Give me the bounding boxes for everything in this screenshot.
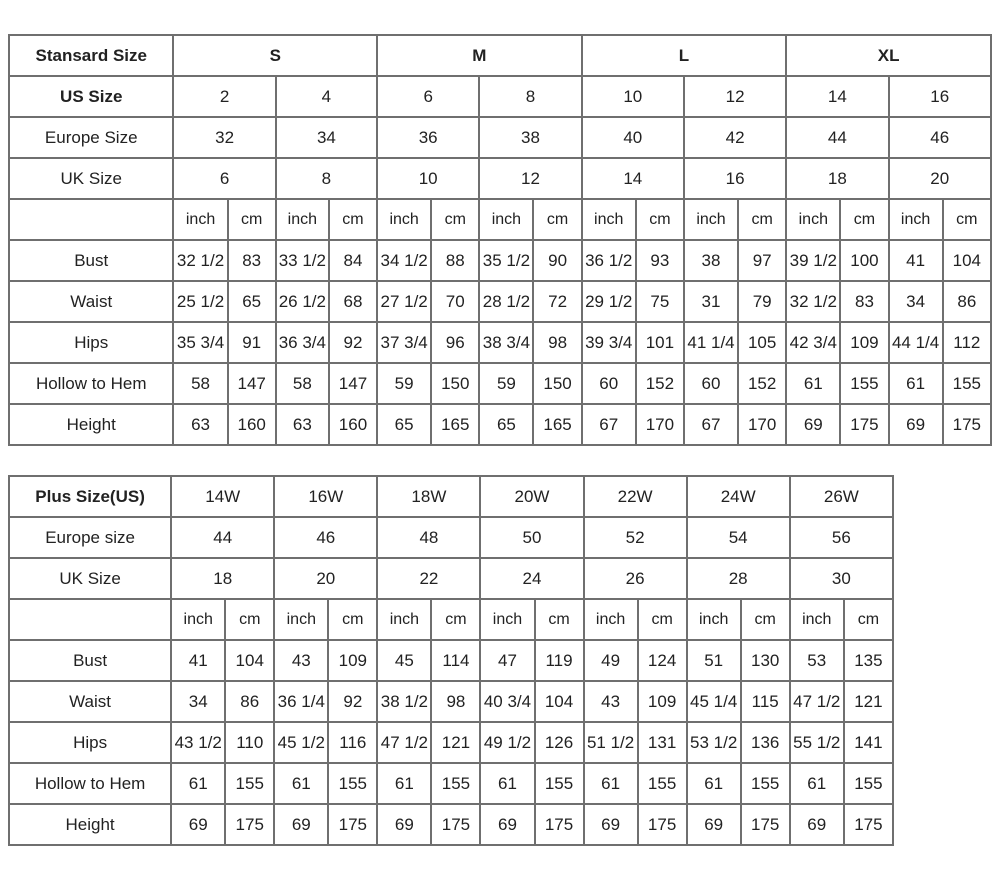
- measurement-inch-cell: 61: [584, 763, 638, 804]
- measurement-cm-cell: 72: [533, 281, 581, 322]
- europe-size-row: [9, 117, 991, 158]
- unit-cm: cm: [741, 599, 790, 640]
- measurement-cm-cell: 83: [228, 240, 276, 281]
- plus-us-size-row: [9, 476, 893, 517]
- measurement-label: Hollow to Hem: [9, 363, 173, 404]
- measurement-cm-cell: 141: [844, 722, 893, 763]
- measurement-cm-cell: 124: [638, 640, 687, 681]
- unit-cm: cm: [636, 199, 684, 240]
- plus-europe-size-cell: 56: [790, 517, 893, 558]
- measurement-cm-cell: 165: [431, 404, 479, 445]
- plus-europe-size-label: Europe size: [9, 517, 171, 558]
- plus-us-size-cell: 18W: [377, 476, 480, 517]
- europe-size-cell: 44: [786, 117, 888, 158]
- measurement-inch-cell: 38 1/2: [377, 681, 431, 722]
- measurement-inch-cell: 36 1/4: [274, 681, 328, 722]
- measurement-cm-cell: 155: [535, 763, 584, 804]
- measurement-cm-cell: 110: [225, 722, 274, 763]
- measurement-inch-cell: 40 3/4: [480, 681, 534, 722]
- measurement-row: [9, 722, 893, 763]
- unit-inch: inch: [377, 599, 431, 640]
- measurement-cm-cell: 152: [738, 363, 786, 404]
- measurement-cm-cell: 75: [636, 281, 684, 322]
- unit-row: [9, 199, 991, 240]
- us-size-label: US Size: [9, 76, 173, 117]
- measurement-cm-cell: 147: [329, 363, 377, 404]
- europe-size-cell: 34: [276, 117, 377, 158]
- plus-us-size-cell: 20W: [480, 476, 583, 517]
- plus-us-size-cell: 16W: [274, 476, 377, 517]
- measurement-cm-cell: 90: [533, 240, 581, 281]
- unit-inch: inch: [479, 199, 533, 240]
- standard-size-table: [8, 34, 992, 446]
- uk-size-cell: 10: [377, 158, 479, 199]
- uk-size-cell: 16: [684, 158, 786, 199]
- plus-us-size-cell: 22W: [584, 476, 687, 517]
- plus-uk-size-label: UK Size: [9, 558, 171, 599]
- plus-europe-size-cell: 54: [687, 517, 790, 558]
- measurement-cm-cell: 147: [228, 363, 276, 404]
- measurement-inch-cell: 32 1/2: [173, 240, 227, 281]
- unit-inch: inch: [173, 199, 227, 240]
- letter-size-m: M: [377, 35, 582, 76]
- measurement-cm-cell: 131: [638, 722, 687, 763]
- measurement-inch-cell: 61: [790, 763, 844, 804]
- plus-unit-row-label: [9, 599, 171, 640]
- measurement-cm-cell: 175: [535, 804, 584, 845]
- europe-size-cell: 38: [479, 117, 581, 158]
- measurement-cm-cell: 79: [738, 281, 786, 322]
- measurement-inch-cell: 55 1/2: [790, 722, 844, 763]
- measurement-cm-cell: 112: [943, 322, 991, 363]
- measurement-cm-cell: 175: [840, 404, 888, 445]
- measurement-inch-cell: 53: [790, 640, 844, 681]
- measurement-cm-cell: 92: [329, 322, 377, 363]
- measurement-cm-cell: 126: [535, 722, 584, 763]
- measurement-inch-cell: 61: [889, 363, 943, 404]
- measurement-label: Waist: [9, 681, 171, 722]
- measurement-row: [9, 640, 893, 681]
- measurement-cm-cell: 160: [228, 404, 276, 445]
- us-size-cell: 2: [173, 76, 275, 117]
- unit-inch: inch: [582, 199, 636, 240]
- measurement-row: [9, 804, 893, 845]
- europe-size-cell: 46: [889, 117, 991, 158]
- measurement-cm-cell: 175: [431, 804, 480, 845]
- plus-uk-size-cell: 20: [274, 558, 377, 599]
- uk-size-cell: 18: [786, 158, 888, 199]
- unit-inch: inch: [790, 599, 844, 640]
- measurement-inch-cell: 39 1/2: [786, 240, 840, 281]
- measurement-inch-cell: 61: [274, 763, 328, 804]
- measurement-cm-cell: 84: [329, 240, 377, 281]
- plus-uk-size-cell: 22: [377, 558, 480, 599]
- us-size-cell: 12: [684, 76, 786, 117]
- measurement-cm-cell: 98: [431, 681, 480, 722]
- measurement-label: Waist: [9, 281, 173, 322]
- measurement-inch-cell: 58: [173, 363, 227, 404]
- measurement-inch-cell: 61: [786, 363, 840, 404]
- unit-cm: cm: [431, 199, 479, 240]
- measurement-inch-cell: 69: [584, 804, 638, 845]
- unit-cm: cm: [431, 599, 480, 640]
- measurement-cm-cell: 93: [636, 240, 684, 281]
- measurement-cm-cell: 155: [328, 763, 377, 804]
- measurement-inch-cell: 63: [173, 404, 227, 445]
- measurement-inch-cell: 41: [171, 640, 225, 681]
- measurement-inch-cell: 59: [377, 363, 431, 404]
- us-size-row: [9, 76, 991, 117]
- unit-inch: inch: [480, 599, 534, 640]
- measurement-inch-cell: 35 3/4: [173, 322, 227, 363]
- europe-size-cell: 42: [684, 117, 786, 158]
- unit-cm: cm: [535, 599, 584, 640]
- measurement-row: [9, 240, 991, 281]
- europe-size-cell: 32: [173, 117, 275, 158]
- measurement-inch-cell: 34: [889, 281, 943, 322]
- plus-uk-size-row: [9, 558, 893, 599]
- measurement-inch-cell: 27 1/2: [377, 281, 431, 322]
- measurement-cm-cell: 121: [844, 681, 893, 722]
- letter-size-row: [9, 35, 991, 76]
- letter-size-s: S: [173, 35, 377, 76]
- unit-inch: inch: [687, 599, 741, 640]
- measurement-inch-cell: 63: [276, 404, 329, 445]
- letter-size-l: L: [582, 35, 787, 76]
- measurement-cm-cell: 115: [741, 681, 790, 722]
- measurement-inch-cell: 25 1/2: [173, 281, 227, 322]
- measurement-cm-cell: 119: [535, 640, 584, 681]
- measurement-inch-cell: 69: [274, 804, 328, 845]
- measurement-inch-cell: 47 1/2: [790, 681, 844, 722]
- measurement-inch-cell: 65: [479, 404, 533, 445]
- plus-size-header: Plus Size(US): [9, 476, 171, 517]
- europe-size-label: Europe Size: [9, 117, 173, 158]
- measurement-label: Bust: [9, 240, 173, 281]
- measurement-inch-cell: 60: [684, 363, 738, 404]
- measurement-inch-cell: 60: [582, 363, 636, 404]
- measurement-cm-cell: 65: [228, 281, 276, 322]
- plus-europe-size-cell: 46: [274, 517, 377, 558]
- measurement-inch-cell: 34 1/2: [377, 240, 431, 281]
- measurement-inch-cell: 38: [684, 240, 738, 281]
- unit-cm: cm: [328, 599, 377, 640]
- measurement-cm-cell: 104: [535, 681, 584, 722]
- measurement-inch-cell: 35 1/2: [479, 240, 533, 281]
- measurement-inch-cell: 59: [479, 363, 533, 404]
- measurement-cm-cell: 170: [738, 404, 786, 445]
- measurement-inch-cell: 37 3/4: [377, 322, 431, 363]
- measurement-inch-cell: 39 3/4: [582, 322, 636, 363]
- measurement-row: [9, 404, 991, 445]
- plus-uk-size-cell: 30: [790, 558, 893, 599]
- measurement-cm-cell: 104: [225, 640, 274, 681]
- plus-uk-size-cell: 26: [584, 558, 687, 599]
- plus-uk-size-cell: 18: [171, 558, 274, 599]
- measurement-cm-cell: 155: [943, 363, 991, 404]
- measurement-row: [9, 281, 991, 322]
- measurement-cm-cell: 109: [840, 322, 888, 363]
- measurement-inch-cell: 65: [377, 404, 431, 445]
- measurement-inch-cell: 43: [274, 640, 328, 681]
- plus-us-size-cell: 24W: [687, 476, 790, 517]
- unit-cm: cm: [943, 199, 991, 240]
- measurement-inch-cell: 31: [684, 281, 738, 322]
- measurement-row: [9, 322, 991, 363]
- uk-size-cell: 12: [479, 158, 581, 199]
- measurement-inch-cell: 36 1/2: [582, 240, 636, 281]
- unit-cm: cm: [533, 199, 581, 240]
- measurement-cm-cell: 88: [431, 240, 479, 281]
- measurement-inch-cell: 43: [584, 681, 638, 722]
- unit-inch: inch: [684, 199, 738, 240]
- us-size-cell: 16: [889, 76, 991, 117]
- measurement-cm-cell: 175: [943, 404, 991, 445]
- measurement-inch-cell: 33 1/2: [276, 240, 329, 281]
- measurement-inch-cell: 69: [171, 804, 225, 845]
- measurement-inch-cell: 42 3/4: [786, 322, 840, 363]
- plus-europe-size-row: [9, 517, 893, 558]
- measurement-cm-cell: 83: [840, 281, 888, 322]
- measurement-inch-cell: 49: [584, 640, 638, 681]
- measurement-inch-cell: 28 1/2: [479, 281, 533, 322]
- uk-size-cell: 20: [889, 158, 991, 199]
- unit-inch: inch: [274, 599, 328, 640]
- unit-row-label: [9, 199, 173, 240]
- unit-cm: cm: [228, 199, 276, 240]
- measurement-inch-cell: 61: [480, 763, 534, 804]
- measurement-cm-cell: 152: [636, 363, 684, 404]
- measurement-cm-cell: 97: [738, 240, 786, 281]
- plus-uk-size-cell: 24: [480, 558, 583, 599]
- measurement-cm-cell: 92: [328, 681, 377, 722]
- unit-inch: inch: [171, 599, 225, 640]
- measurement-inch-cell: 34: [171, 681, 225, 722]
- letter-size-xl: XL: [786, 35, 991, 76]
- measurement-inch-cell: 47: [480, 640, 534, 681]
- measurement-cm-cell: 136: [741, 722, 790, 763]
- measurement-cm-cell: 114: [431, 640, 480, 681]
- measurement-inch-cell: 38 3/4: [479, 322, 533, 363]
- measurement-inch-cell: 69: [480, 804, 534, 845]
- measurement-inch-cell: 36 3/4: [276, 322, 329, 363]
- measurement-inch-cell: 44 1/4: [889, 322, 943, 363]
- measurement-cm-cell: 101: [636, 322, 684, 363]
- measurement-cm-cell: 155: [844, 763, 893, 804]
- measurement-inch-cell: 45 1/4: [687, 681, 741, 722]
- us-size-cell: 14: [786, 76, 888, 117]
- measurement-inch-cell: 32 1/2: [786, 281, 840, 322]
- measurement-inch-cell: 53 1/2: [687, 722, 741, 763]
- unit-inch: inch: [889, 199, 943, 240]
- measurement-inch-cell: 51 1/2: [584, 722, 638, 763]
- measurement-inch-cell: 69: [889, 404, 943, 445]
- measurement-inch-cell: 41: [889, 240, 943, 281]
- unit-cm: cm: [225, 599, 274, 640]
- measurement-cm-cell: 91: [228, 322, 276, 363]
- measurement-inch-cell: 45 1/2: [274, 722, 328, 763]
- measurement-inch-cell: 69: [687, 804, 741, 845]
- standard-size-header: Stansard Size: [9, 35, 173, 76]
- measurement-inch-cell: 29 1/2: [582, 281, 636, 322]
- europe-size-cell: 40: [582, 117, 684, 158]
- plus-size-table: [8, 475, 894, 846]
- us-size-cell: 10: [582, 76, 684, 117]
- measurement-inch-cell: 51: [687, 640, 741, 681]
- measurement-cm-cell: 155: [741, 763, 790, 804]
- measurement-cm-cell: 130: [741, 640, 790, 681]
- measurement-inch-cell: 47 1/2: [377, 722, 431, 763]
- measurement-cm-cell: 109: [328, 640, 377, 681]
- measurement-inch-cell: 61: [171, 763, 225, 804]
- plus-us-size-cell: 14W: [171, 476, 274, 517]
- measurement-cm-cell: 135: [844, 640, 893, 681]
- measurement-cm-cell: 70: [431, 281, 479, 322]
- measurement-inch-cell: 69: [790, 804, 844, 845]
- measurement-cm-cell: 116: [328, 722, 377, 763]
- measurement-inch-cell: 69: [377, 804, 431, 845]
- unit-cm: cm: [638, 599, 687, 640]
- measurement-cm-cell: 150: [431, 363, 479, 404]
- unit-cm: cm: [840, 199, 888, 240]
- measurement-cm-cell: 96: [431, 322, 479, 363]
- uk-size-cell: 8: [276, 158, 377, 199]
- measurement-inch-cell: 45: [377, 640, 431, 681]
- measurement-row: [9, 763, 893, 804]
- measurement-cm-cell: 68: [329, 281, 377, 322]
- measurement-label: Hips: [9, 722, 171, 763]
- plus-europe-size-cell: 44: [171, 517, 274, 558]
- unit-inch: inch: [276, 199, 329, 240]
- uk-size-label: UK Size: [9, 158, 173, 199]
- measurement-row: [9, 363, 991, 404]
- measurement-cm-cell: 170: [636, 404, 684, 445]
- measurement-inch-cell: 61: [687, 763, 741, 804]
- measurement-label: Hips: [9, 322, 173, 363]
- unit-inch: inch: [584, 599, 638, 640]
- measurement-cm-cell: 104: [943, 240, 991, 281]
- measurement-cm-cell: 175: [844, 804, 893, 845]
- measurement-inch-cell: 49 1/2: [480, 722, 534, 763]
- measurement-cm-cell: 155: [431, 763, 480, 804]
- measurement-cm-cell: 121: [431, 722, 480, 763]
- measurement-inch-cell: 67: [582, 404, 636, 445]
- measurement-cm-cell: 86: [225, 681, 274, 722]
- measurement-label: Height: [9, 404, 173, 445]
- measurement-inch-cell: 58: [276, 363, 329, 404]
- plus-uk-size-cell: 28: [687, 558, 790, 599]
- measurement-cm-cell: 100: [840, 240, 888, 281]
- measurement-cm-cell: 175: [225, 804, 274, 845]
- measurement-cm-cell: 165: [533, 404, 581, 445]
- plus-europe-size-cell: 48: [377, 517, 480, 558]
- us-size-cell: 4: [276, 76, 377, 117]
- unit-cm: cm: [844, 599, 893, 640]
- measurement-cm-cell: 175: [741, 804, 790, 845]
- measurement-row: [9, 681, 893, 722]
- plus-europe-size-cell: 52: [584, 517, 687, 558]
- plus-unit-row: [9, 599, 893, 640]
- plus-us-size-cell: 26W: [790, 476, 893, 517]
- measurement-inch-cell: 67: [684, 404, 738, 445]
- unit-cm: cm: [738, 199, 786, 240]
- unit-inch: inch: [377, 199, 431, 240]
- measurement-cm-cell: 86: [943, 281, 991, 322]
- measurement-cm-cell: 155: [840, 363, 888, 404]
- measurement-inch-cell: 61: [377, 763, 431, 804]
- measurement-inch-cell: 41 1/4: [684, 322, 738, 363]
- measurement-cm-cell: 160: [329, 404, 377, 445]
- measurement-cm-cell: 109: [638, 681, 687, 722]
- us-size-cell: 6: [377, 76, 479, 117]
- us-size-cell: 8: [479, 76, 581, 117]
- unit-inch: inch: [786, 199, 840, 240]
- measurement-cm-cell: 105: [738, 322, 786, 363]
- measurement-inch-cell: 69: [786, 404, 840, 445]
- unit-cm: cm: [329, 199, 377, 240]
- uk-size-cell: 14: [582, 158, 684, 199]
- europe-size-cell: 36: [377, 117, 479, 158]
- measurement-cm-cell: 150: [533, 363, 581, 404]
- measurement-label: Bust: [9, 640, 171, 681]
- uk-size-cell: 6: [173, 158, 275, 199]
- measurement-inch-cell: 26 1/2: [276, 281, 329, 322]
- uk-size-row: [9, 158, 991, 199]
- measurement-cm-cell: 98: [533, 322, 581, 363]
- measurement-cm-cell: 155: [638, 763, 687, 804]
- measurement-inch-cell: 43 1/2: [171, 722, 225, 763]
- measurement-cm-cell: 175: [638, 804, 687, 845]
- measurement-cm-cell: 175: [328, 804, 377, 845]
- measurement-label: Hollow to Hem: [9, 763, 171, 804]
- measurement-label: Height: [9, 804, 171, 845]
- plus-europe-size-cell: 50: [480, 517, 583, 558]
- measurement-cm-cell: 155: [225, 763, 274, 804]
